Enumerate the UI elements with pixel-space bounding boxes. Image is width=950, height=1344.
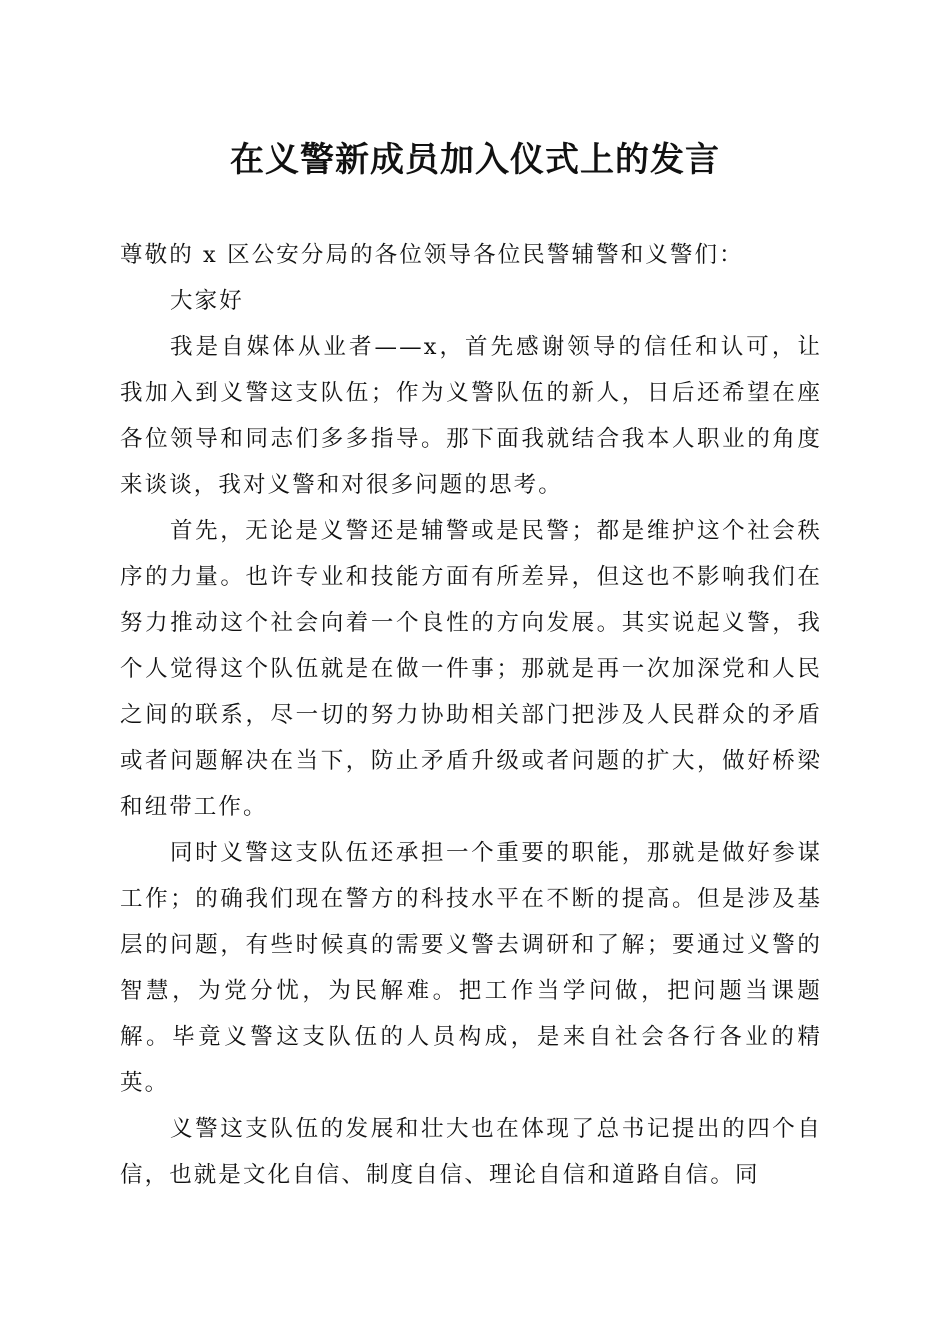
greeting: 大家好 xyxy=(170,288,244,314)
salutation: 尊敬的 x 区公安分局的各位领导各位民警辅警和义警们： xyxy=(120,242,744,268)
document-title: 在义警新成员加入仪式上的发言 xyxy=(230,140,720,180)
paragraph-social-order: 首先，无论是义警还是辅警或是民警；都是维护这个社会秩序的力量。也许专业和技能方面有所差异，但这也不影响我们在努力推动这个社会向着一个良性的方向发展。其实说起义警，我个人觉得这个队伍就是在做一件事；那就是再一次加深党和人民之间的联系，尽一切的努力协助相关部门把涉及人民群众的矛盾或者问题解决在当下，防止矛盾升级或者问题的扩大，做好桥梁和纽带工作。 xyxy=(120,518,822,820)
paragraph-introduction: 我是自媒体从业者——x，首先感谢领导的信任和认可，让我加入到义警这支队伍；作为义警队伍的新人，日后还希望在座各位领导和同志们多多指导。那下面我就结合我本人职业的角度来谈谈，我对义警和对很多问题的思考。 xyxy=(120,334,822,498)
document-body xyxy=(120,232,822,1198)
paragraph-four-confidences: 义警这支队伍的发展和壮大也在体现了总书记提出的四个自信，也就是文化自信、制度自信、理论自信和道路自信。同 xyxy=(120,1116,822,1188)
paragraph-advisory-role: 同时义警这支队伍还承担一个重要的职能，那就是做好参谋工作；的确我们现在警方的科技水平在不断的提高。但是涉及基层的问题，有些时候真的需要义警去调研和了解；要通过义警的智慧，为党分忧，为民解难。把工作当学问做，把问题当课题解。毕竟义警这支队伍的人员构成，是来自社会各行各业的精英。 xyxy=(120,840,822,1096)
